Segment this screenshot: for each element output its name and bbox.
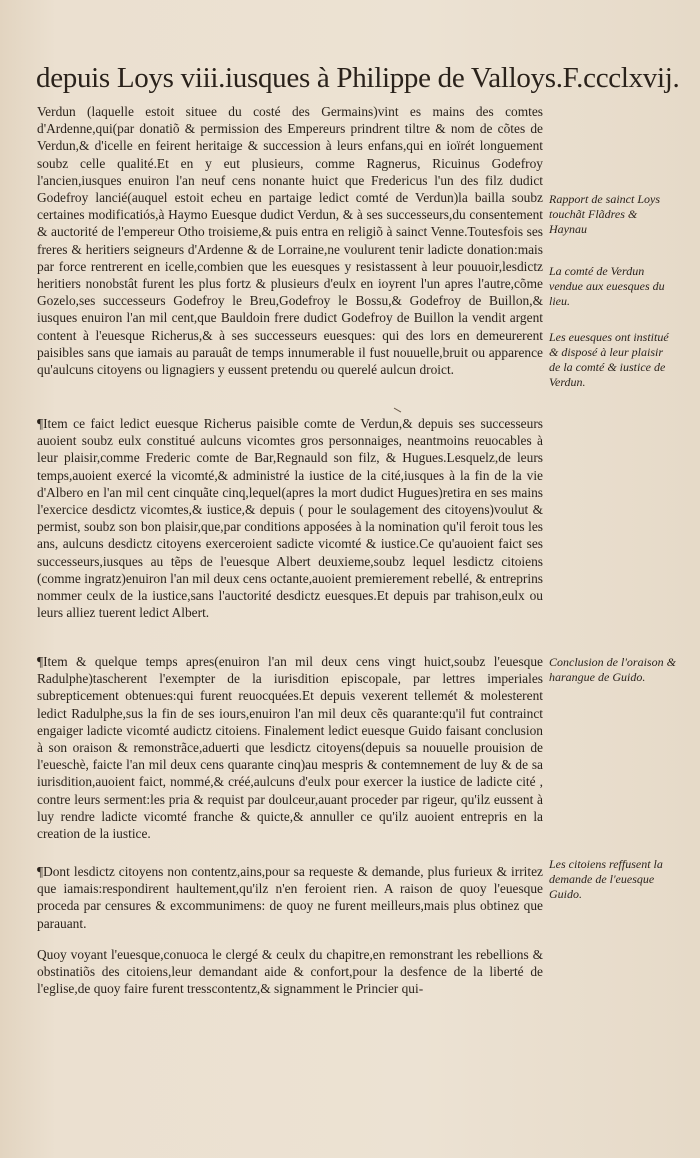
margin-note-guido-conclusion: Conclusion de l'oraison & harangue de Guido. — [549, 655, 676, 684]
margin-note-citizens-refuse: Les citoiens reffusent la demande de l'euesque Guido. — [549, 857, 663, 901]
paragraph-verdun-history: Verdun (laquelle estoit situee du costé des Germains)vint es mains des comtes d'Ardenne,qui(par donatiõ & permission des Empereurs prindrent tiltre & nom de cõtes de Verdun,& d'icelle en feirent heritaige & succession à leurs enfans,qui en ioïrét longuement soubz celle qualité.Et en y eut plusieurs, comme Ragnerus, Ricuinus Godefroy l'ancien,iusques enuiron l'an neuf cens nonante huict que Fredericus l'un des filz dudict Godefroy lancié(auquel estoit echeu en partaige ledict comté de Verdun)la bailla soubz certaines modificatiós,à Haymo Euesque dudict Verdun, & à ses successeurs,du consentement & auctorité de l'empereur Otho troisieme,& puis entra en religiõ à sainct Venne.Toutesfois ses freres & heritiers seigneurs d'Ardenne & de Lorraine,ne voulurent tenir ladicte donation:mais par force rentrerent en icelle,combien que les euesques y resistassent à leur pouuoir,lesdictz heritiers nonobstât furent les plus fortz & plusieurs d'eulx en ioyrent l'un apres l'autre,cõme Gozelo,ses successeurs Godefroy le Breu,Godefroy le Bossu,& Godefroy de Buillon,& iusques enuiron l'an mil cent,que Bauldoin frere dudict Godefroy de Buillon la vendit argent content à l'euesque Richerus,& à ses successeurs euesques: qui des lors en demeurerent paisibles sans que iamais au parauât de temps innumerable il fust nouuelle,bruit ou apparence qu'aulcuns citoyens ou lignagiers y eussent pretendu ou querelé aulcun droict. — [37, 104, 543, 378]
margin-note-county-sold: La comté de Verdun vendue aux euesques du lieu. — [549, 264, 665, 308]
paragraph-radulphe: ¶Item & quelque temps apres(enuiron l'an mil deux cens vingt huict,soubz l'euesque Radulphe)tascherent l'exempter de la iurisdition episcopale, par lettres imperiales subrepticement obtenues:qui furent reuocquées.Et depuis vexerent tellemét & molesterent ledict Radulphe,sus la fin de ses iours,enuiron l'an mil deux cẽs quarante:qu'il fut contrainct engaiger ladicte vicomté audictz citoiens. Finalement ledict euesque Guido faisant conclusion à son oraison & remonstrãce,aduerti que lesdictz citoyens(depuis sa nouuelle prouision de l'eueschè, faicte l'an mil deux cens quarante cinq)au mespris & contemnement de luy & de sa iurisdition,auoient faict, nommé,& créé,aulcuns d'eulx pour exercer la iustice de ladicte cité , contre leurs serment:les pria & requist par doulceur,auant proceder par rigeur, qu'ilz eussent à luy rendre ladicte vicomté franche & quicte,& annuller ce qu'ilz auoient entrepris en la creation de la iustice. — [37, 654, 543, 842]
margin-note-bishops-instituted: Les euesques ont institué & disposé à leur plaisir de la comté & iustice de Verdun. — [549, 330, 669, 389]
margin-note-saint-louis: Rapport de sainct Loys touchãt Flãdres & Haynau — [549, 192, 660, 236]
running-header: depuis Loys viii.iusques à Philippe de Valloys.F.ccclxvij. — [36, 62, 680, 94]
paragraph-clergy-convoked: Quoy voyant l'euesque,conuoca le clergé & ceulx du chapitre,en remonstrant les rebellions & obstinatiõs des citoiens,leur demandant aide & confort,pour la desfence de la liberté de l'eglise,de quoy faire furent tresscontentz,& signamment le Princier qui- — [37, 947, 543, 997]
paragraph-richerus: ¶Item ce faict ledict euesque Richerus paisible comte de Verdun,& depuis ses successeurs auoient soubz eulx constitué aulcuns vicomtes gros personnaiges, neantmoins reuocables à leur plaisir,comme Frederic comte de Bar,Regnauld son filz, & Hugues.Lesquelz,de leurs temps,auoient exercé la vicomté,& administré la iustice de la cité,iusques à la fin de la vie d'Albero en l'an mil cent cinquãte cinq,lequel(apres la mort dudict Hugues)retira en ses mains l'exercice desdictz vicomtes,& iustice,& depuis ( pour le soulagement des citoyens)voulut & permist, soubz son bon plaisir,que,par conditions apposées à la nomination qu'il feroit tous les ans, aulcuns desdictz citoyens exerceroient sadicte vicomté & iustice.Ce qu'auoient faict ses successeurs,iusques au tẽps de l'euesque Albert deuxieme,soubz lequel lesdictz citoiens (comme ingratz)enuiron l'an mil deux cens octante,auoient premierement rebellé, & entreprins nommer ceulx de la iustice,sans l'auctorité desdictz euesques.Et depuis par trahison,eulx ou leurs alliez tuerent ledict Albert. — [37, 416, 543, 621]
paragraph-citizens-refuse: ¶Dont lesdictz citoyens non contentz,ains,pour sa requeste & demande, plus furieux & irritez que iamais:respondirent haultement,qu'ilz n'en feroient rien. A raison de quoy l'euesque proceda par censures & excommunimens: de quoy ne furent meilleurs,mais plus obtinez que parauant. — [37, 864, 543, 931]
ink-mark — [394, 402, 404, 412]
